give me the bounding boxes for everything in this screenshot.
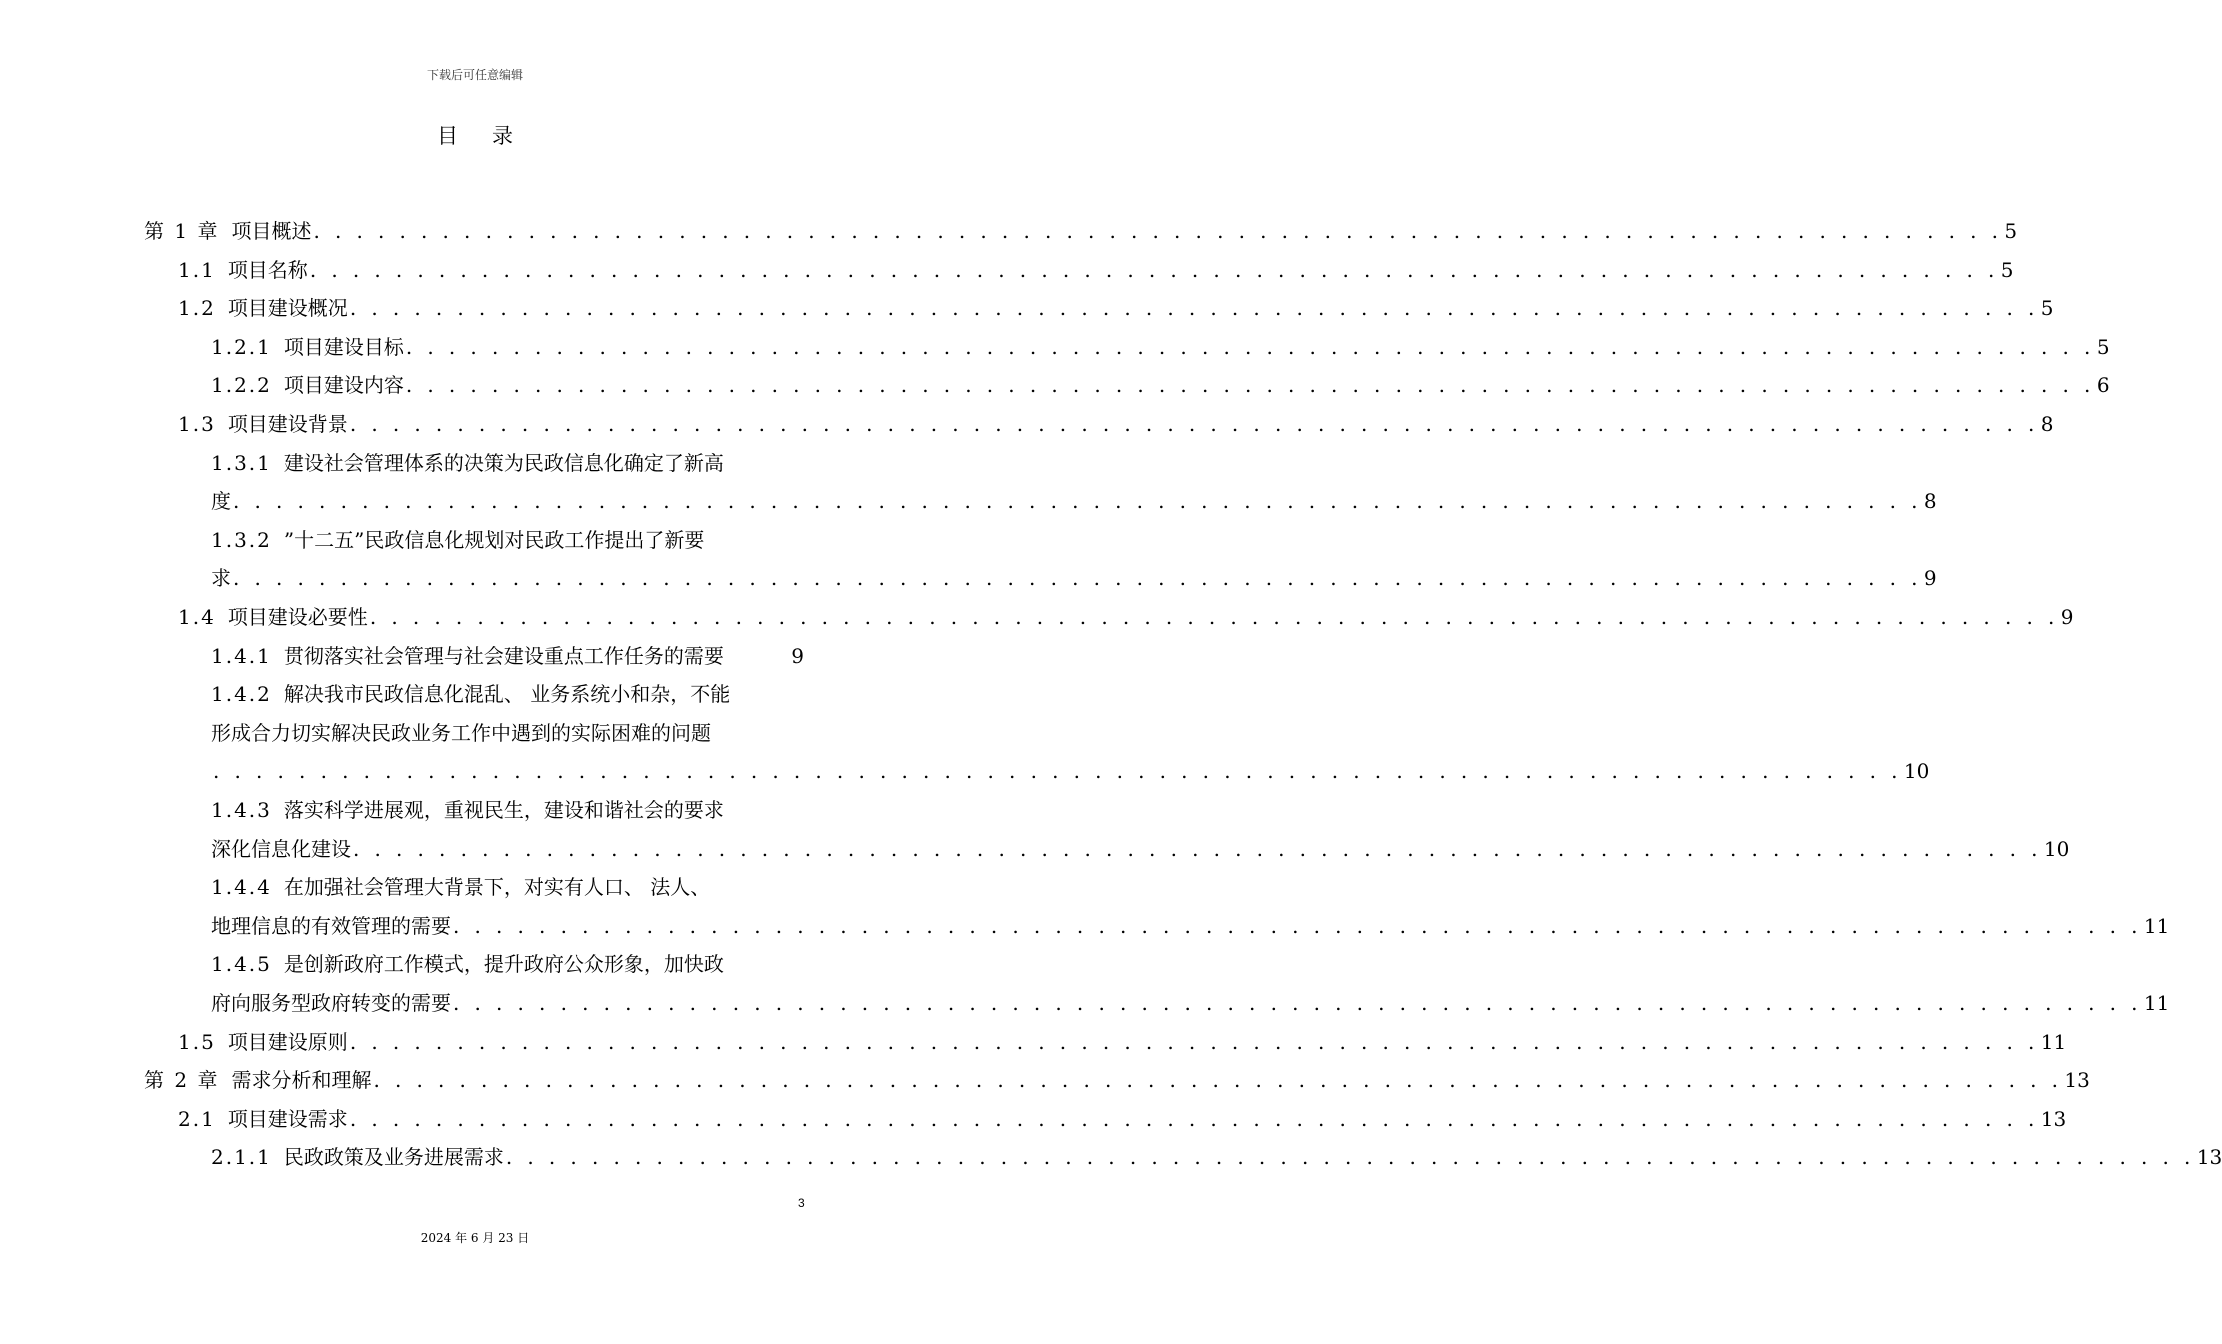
toc-entry-title-continued: 府向服务型政府转变的需要: [211, 990, 451, 1015]
toc-entry-title: 落实科学进展观，重视民生，建设和谐社会的要求: [283, 798, 724, 822]
toc-entry[interactable]: [178, 289, 2054, 328]
toc-entry-number: 第 2 章: [144, 1068, 220, 1093]
toc-entry-page: 13: [2196, 1145, 2222, 1170]
toc-entry[interactable]: [211, 444, 1937, 521]
toc-entry-number: 1.3: [178, 412, 216, 436]
toc-leader-dots: . . . . . . . . . . . . . . . . . . . . . . . . . . . . . . . . . . . . . . . . . . . . . . . . . . . . . . . . . . . . . . . . . . . . . . . . . . . . . . .: [405, 334, 2095, 359]
toc-leader-dots: . . . . . . . . . . . . . . . . . . . . . . . . . . . . . . . . . . . . . . . . . . . . . . . . . . . . . . . . . . . . . . . . . . . . . . . . . . . . . . .: [349, 296, 2039, 321]
toc-leader-dots: . . . . . . . . . . . . . . . . . . . . . . . . . . . . . . . . . . . . . . . . . . . . . . . . . . . . . . . . . . . . . . . . . . . . . . . . . . . . . . .: [313, 219, 2003, 243]
toc-entry-page: 9: [1923, 566, 1937, 591]
toc-entry-title: ”十二五”民政信息化规划对民政工作提出了新要: [283, 527, 705, 552]
toc-entry-page: 11: [2143, 913, 2170, 938]
page-number: 3: [798, 1196, 805, 1210]
toc-leader-dots: . . . . . . . . . . . . . . . . . . . . . . . . . . . . . . . . . . . . . . . . . . . . . . . . . . . . . . . . . . . . . . . . . . . . . . . . . . . . . . .: [453, 990, 2142, 1015]
toc-entry[interactable]: [211, 868, 2170, 945]
toc-leader-dots: . . . . . . . . . . . . . . . . . . . . . . . . . . . . . . . . . . . . . . . . . . . . . . . . . . . . . . . . . . . . . . . . . . . . . . . . . . . . . . .: [353, 836, 2042, 861]
toc-entry-number: 1.3.1: [211, 450, 272, 475]
toc-entry-title-continued: 深化信息化建设: [211, 836, 351, 861]
toc-entry-page: 5: [2004, 219, 2018, 243]
toc-leader-dots: . . . . . . . . . . . . . . . . . . . . . . . . . . . . . . . . . . . . . . . . . . . . . . . . . . . . . . . . . . . . . . . . . . . . . . . . . . . . . . .: [349, 412, 2039, 436]
toc-entry-title: 解决我市民政信息化混乱、 业务系统小和杂，不能: [283, 682, 731, 707]
toc-entry-number: 1.1: [178, 257, 216, 282]
toc-entry-title-continued: 求: [211, 566, 231, 591]
toc-entry-number: 1.4.2: [211, 682, 272, 707]
toc-entry-number: 2.1.1: [211, 1145, 272, 1170]
toc-entry-title: 项目建设需求: [227, 1106, 348, 1131]
toc-entry[interactable]: [178, 1023, 2067, 1062]
toc-entry[interactable]: [211, 366, 2110, 405]
toc-entry-title: 项目名称: [227, 257, 308, 282]
toc-leader-dots: . . . . . . . . . . . . . . . . . . . . . . . . . . . . . . . . . . . . . . . . . . . . . . . . . . . . . . . . . . . . . . . . . . . . . . . . . . . . . . .: [349, 1106, 2039, 1131]
toc-entry-page: 13: [2064, 1068, 2090, 1093]
toc-entry-page: 10: [2043, 836, 2070, 861]
toc-entry[interactable]: [211, 945, 2170, 1022]
toc-entry-page: 8: [2040, 412, 2054, 436]
toc-entry-title: 项目建设必要性: [227, 605, 368, 629]
toc-entry-number: 1.4.1: [211, 643, 272, 668]
toc-entry-title-continued: 形成合力切实解决民政业务工作中遇到的实际困难的问题: [211, 720, 711, 745]
toc-entry-number: 1.4.3: [211, 798, 272, 822]
page-header: 下载后可任意编辑: [426, 68, 523, 82]
toc-leader-dots: . . . . . . . . . . . . . . . . . . . . . . . . . . . . . . . . . . . . . . . . . . . . . . . . . . . . . . . . . . . . . . . . . . . . . . . . . . . . . . .: [213, 759, 1902, 784]
toc-leader-dots: . . . . . . . . . . . . . . . . . . . . . . . . . . . . . . . . . . . . . . . . . . . . . . . . . . . . . . . . . . . . . . . . . . . . . . . . . . . . . . .: [373, 1068, 2063, 1093]
toc-entry-number: 1.2: [178, 296, 216, 321]
toc-entry-page: 13: [2040, 1106, 2067, 1131]
toc-entry-title: 项目建设内容: [283, 373, 404, 398]
toc-entry-title: 项目建设背景: [227, 412, 348, 436]
toc-entry-title: 需求分析和理解: [231, 1068, 372, 1093]
toc-leader-dots: . . . . . . . . . . . . . . . . . . . . . . . . . . . . . . . . . . . . . . . . . . . . . . . . . . . . . . . . . . . . . . . . . . . . . . . . . . . . . . .: [405, 373, 2095, 398]
toc-entry[interactable]: [211, 791, 2070, 868]
toc-entry-title: 建设社会管理体系的决策为民政信息化确定了新高: [283, 450, 724, 475]
toc-entry[interactable]: [211, 521, 1937, 598]
toc-entry-title-continued: 度: [211, 489, 231, 514]
toc-entry-number: 1.4.4: [211, 875, 272, 900]
toc-title: 目录: [437, 124, 547, 148]
toc-leader-dots: . . . . . . . . . . . . . . . . . . . . . . . . . . . . . . . . . . . . . . . . . . . . . . . . . . . . . . . . . . . . . . . . . . . . . . . . . . . . . . .: [505, 1145, 2195, 1170]
toc-entry-number: 1.5: [178, 1029, 216, 1054]
toc-entry[interactable]: [144, 212, 2018, 251]
toc-entry-number: 1.4.5: [211, 952, 272, 977]
toc-entry-number: 1.4: [178, 605, 216, 629]
toc-entry-title-continued: 地理信息的有效管理的需要: [211, 913, 451, 938]
toc-entry-number: 第 1 章: [144, 219, 220, 243]
toc-entry[interactable]: [211, 328, 2110, 367]
toc-leader-dots: . . . . . . . . . . . . . . . . . . . . . . . . . . . . . . . . . . . . . . . . . . . . . . . . . . . . . . . . . . . . . . . . . . . . . . . . . . . . . . .: [369, 605, 2059, 629]
toc-entry-title: 项目概述: [231, 219, 312, 243]
toc-entry-title: 项目建设概况: [227, 296, 348, 321]
toc-entry-page: 6: [2096, 373, 2110, 398]
toc-entry-number: 1.2.1: [211, 334, 272, 359]
toc-leader-dots: . . . . . . . . . . . . . . . . . . . . . . . . . . . . . . . . . . . . . . . . . . . . . . . . . . . . . . . . . . . . . . . . . . . . . . . . . . . . . . .: [349, 1029, 2039, 1054]
toc-entry-page: 5: [2000, 257, 2014, 282]
toc-entry[interactable]: [144, 1061, 2090, 1100]
page-footer-date: 2024 年 6 月 23 日: [420, 1231, 530, 1245]
toc-entry[interactable]: [178, 1100, 2067, 1139]
toc-entry-title: 贯彻落实社会管理与社会建设重点工作任务的需要: [283, 643, 724, 668]
toc-entry-page: 11: [2143, 990, 2170, 1015]
toc-entry-title: 是创新政府工作模式，提升政府公众形象，加快政: [283, 952, 724, 977]
toc-entry[interactable]: [178, 251, 2014, 290]
toc-entry-page: 9: [791, 643, 804, 668]
toc-entry-number: 1.2.2: [211, 373, 272, 398]
toc-leader-dots: . . . . . . . . . . . . . . . . . . . . . . . . . . . . . . . . . . . . . . . . . . . . . . . . . . . . . . . . . . . . . . . . . . . . . . . . . . . . . . .: [453, 913, 2142, 938]
toc-entry-page: 11: [2040, 1029, 2067, 1054]
toc-entry-page: 10: [1903, 759, 1930, 784]
toc-leader-dots: . . . . . . . . . . . . . . . . . . . . . . . . . . . . . . . . . . . . . . . . . . . . . . . . . . . . . . . . . . . . . . . . . . . . . . . . . . . . . . .: [309, 257, 1999, 282]
toc-entry-number: 1.3.2: [211, 527, 272, 552]
toc-entry-title: 民政政策及业务进展需求: [283, 1145, 504, 1170]
toc-entry-number: 2.1: [178, 1106, 216, 1131]
toc-entry[interactable]: [178, 598, 2074, 637]
toc-entry[interactable]: [211, 1138, 2222, 1177]
toc-entry-page: 5: [2096, 334, 2110, 359]
toc-entry[interactable]: [211, 675, 1930, 791]
toc-leader-dots: . . . . . . . . . . . . . . . . . . . . . . . . . . . . . . . . . . . . . . . . . . . . . . . . . . . . . . . . . . . . . . . . . . . . . . . . . . . . . . .: [233, 489, 1922, 514]
toc-entry[interactable]: [211, 637, 804, 676]
toc-leader-dots: . . . . . . . . . . . . . . . . . . . . . . . . . . . . . . . . . . . . . . . . . . . . . . . . . . . . . . . . . . . . . . . . . . . . . . . . . . . . . . .: [233, 566, 1922, 591]
toc-entry-title: 项目建设原则: [227, 1029, 348, 1054]
toc-entry-page: 9: [2060, 605, 2074, 629]
toc-entry[interactable]: [178, 405, 2054, 444]
toc-entry-page: 5: [2040, 296, 2054, 321]
toc-entry-title: 项目建设目标: [283, 334, 404, 359]
toc-entry-page: 8: [1923, 489, 1937, 514]
toc-entry-title: 在加强社会管理大背景下，对实有人口、 法人、: [283, 875, 711, 900]
